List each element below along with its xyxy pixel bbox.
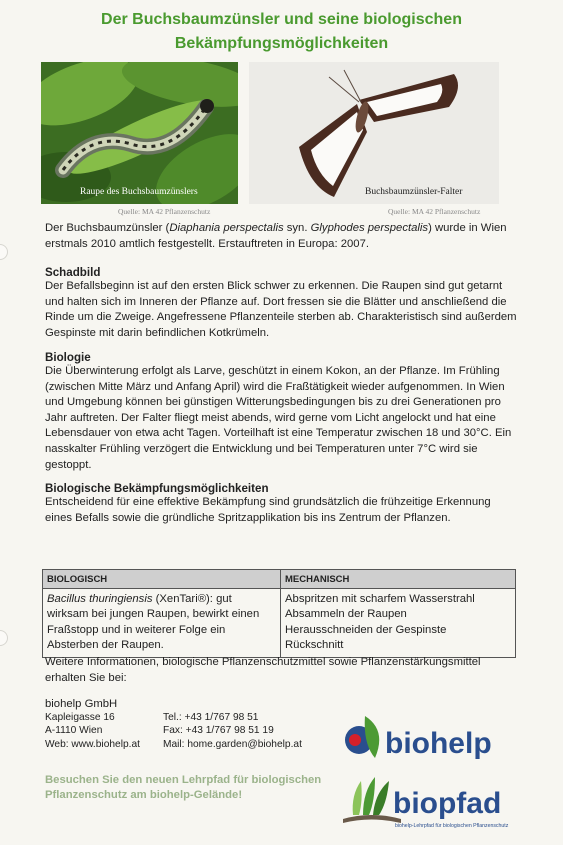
biopfad-tagline: biohelp-Lehrpfad für biologischen Pflanzenschutz	[395, 823, 509, 829]
caterpillar-source: Quelle: MA 42 Pflanzenschutz	[118, 207, 211, 216]
table-header-row	[43, 570, 516, 589]
company-address	[45, 711, 140, 751]
moth-source: Quelle: MA 42 Pflanzenschutz	[388, 207, 481, 216]
section-heading-biologie: Biologie	[45, 351, 91, 364]
caterpillar-photo	[41, 62, 238, 204]
latin-name: Diaphania perspectalis	[169, 222, 284, 234]
section-heading-bekaempfung: Biologische Bekämpfungsmöglichkeiten	[45, 482, 269, 495]
address-street: Kapleigasse 16	[45, 712, 115, 723]
caterpillar-caption: Raupe des Buchsbaumzünslers	[80, 187, 198, 197]
latin-synonym: Glyphodes perspectalis	[310, 222, 429, 234]
punch-hole	[0, 630, 8, 646]
section-heading-schadbild: Schadbild	[45, 266, 101, 279]
section-body-biologie: Die Überwinterung erfolgt als Larve, geschützt in einem Kokon, an der Pflanze. Im Frühling (zwischen Mitte März und Anfang April) wird die Fraßtätigkeit wieder aufgenommen. In Wien und Umgebung können bei günstigen Witterungsbedingungen bis zu drei Generationen pro Jahr auftreten. Der Falter fliegt meist abends, wird gerne vom Licht angelockt und hat eine Lebensdauer von etwa acht Tagen. Vorteilhaft ist eine Temperatur zwischen 18 und 30°C. Ein nasskalter Frühling verzögert die Entwicklung und bei Temperaturen unter 7°C wird sie gestoppt.	[45, 365, 512, 471]
list-item: Rückschnitt	[285, 639, 344, 652]
title-line-1: Der Buchsbaumzünsler und seine biologischen	[101, 11, 462, 28]
footer-invitation: Besuchen Sie den neuen Lehrpfad für biologischen Pflanzenschutz am biohelp-Gelände!	[45, 774, 322, 801]
table-header-mechanisch: MECHANISCH	[281, 570, 516, 589]
moth-image	[249, 62, 499, 204]
bacillus-name: Bacillus thuringiensis	[47, 593, 153, 605]
intro-paragraph: Der Buchsbaumzünsler (Diaphania perspectalis syn. Glyphodes perspectalis) wurde in Wien erstmals 2010 amtlich festgestellt. Erstauftreten in Europa: 2007.	[45, 222, 507, 250]
section-body-schadbild: Der Befallsbeginn ist auf den ersten Blick schwer zu erkennen. Die Raupen sind gut getarnt und halten sich im Inneren der Pflanze auf. Dort fressen sie die Blätter und anschließend die Rinde um die Zweige. Angefressene Pflanzenteile sterben ab. Charakteristisch sind außerdem Gespinste mit darin befindlichen Kotkrümeln.	[45, 280, 517, 339]
fax-number: Fax: +43 1/767 98 51 19	[163, 725, 274, 737]
phone-number: Tel.: +43 1/767 98 51	[163, 712, 259, 723]
table-cell-biologisch: Bacillus thuringiensis (XenTari®): gut wirksam bei jungen Raupen, bewirkt einen Fraßstopp und in weiterer Folge ein Absterben der Raupen.	[43, 589, 281, 658]
company-name: biohelp GmbH	[45, 698, 118, 710]
title-line-2: Bekämpfungsmöglichkeiten	[174, 35, 389, 52]
list-item: Abspritzen mit scharfem Wasserstrahl	[285, 593, 475, 605]
caterpillar-image	[41, 62, 238, 204]
biohelp-logo	[341, 708, 521, 766]
website-link[interactable]: Web: www.biohelp.at	[45, 738, 140, 750]
moth-caption: Buchsbaumzünsler-Falter	[365, 187, 463, 197]
address-city: A-1110 Wien	[45, 725, 103, 737]
email-link[interactable]: Mail: home.garden@biohelp.at	[163, 738, 302, 750]
table-cell-mechanisch	[281, 589, 516, 658]
page-title	[0, 8, 563, 56]
table-row	[43, 589, 516, 658]
biopfad-wordmark: biopfad	[393, 787, 502, 820]
punch-hole	[0, 244, 8, 260]
section-body-bekaempfung: Entscheidend für eine effektive Bekämpfung sind grundsätzlich die frühzeitige Erkennung eines Befalls sowie die gründliche Spritzapplikation bis ins Zentrum der Pflanzen.	[45, 496, 491, 524]
biopfad-logo	[341, 775, 521, 831]
table-header-biologisch: BIOLOGISCH	[43, 570, 281, 589]
list-item: Herausschneiden der Gespinste	[285, 623, 447, 636]
list-item: Absammeln der Raupen	[285, 608, 407, 621]
more-info-text: Weitere Informationen, biologische Pflanzenschutzmittel sowie Pflanzenstärkungsmittel erhalten Sie bei:	[45, 656, 481, 684]
methods-table	[42, 569, 516, 658]
moth-photo	[249, 62, 499, 204]
company-contact	[163, 711, 302, 751]
biohelp-wordmark: biohelp	[385, 727, 492, 760]
